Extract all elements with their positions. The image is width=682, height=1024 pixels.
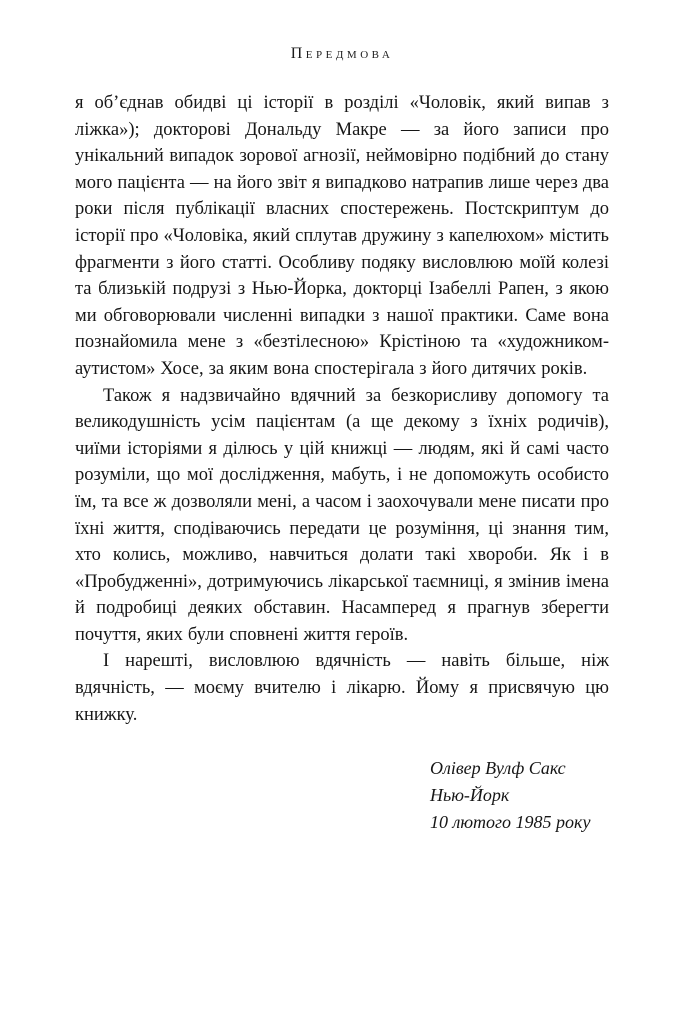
page-body [75, 90, 609, 728]
signature-block [430, 755, 609, 836]
signature-date: 10 лютого 1985 року [430, 812, 591, 833]
signature-author: Олівер Вулф Сакс [430, 758, 566, 779]
paragraph: Також я надзвичайно вдячний за безкорисливу допомогу та великодушність усім пацієнтам (а ще декому з їхніх родичів), чиїми історіями я ділюсь у цій книжці — людям, які й самі часто розуміли, що мої дослідження, мабуть, і не допоможуть особисто їм, та все ж дозволяли мені, а часом і заохочували мене писати про їхні життя, сподіваючись передати це розуміння, ці знання тим, хто колись, можливо, навчиться долати такі хвороби. Як і в «Пробудженні», дотримуючись лікарської таємниці, я змінив імена й подробиці деяких обставин. Насамперед я прагнув зберегти почуття, яких були сповнені життя героїв. [75, 385, 609, 645]
paragraph: І нарешті, висловлюю вдячність — навіть більше, ніж вдячність, — моєму вчителю і лікарю. Йому я присвячую цю книжку. [75, 651, 609, 725]
signature-place: Нью-Йорк [430, 785, 510, 806]
running-head: Передмова [290, 45, 394, 62]
paragraph: я об’єднав обидві ці історії в розділі «Чоловік, який випав з ліжка»); докторові Дональду Макре — за його записи про унікальний випадок зорової агнозії, неймовірно подібний до стану мого пацієнта — на його звіт я випадково натрапив лише через два роки після публікації власних спостережень. Постскриптум до історії про «Чоловіка, який сплутав дружину з капелюхом» містить фрагменти з його статті. Особливу подяку висловлюю моїй колезі та близькій подрузі з Нью-Йорка, докторці Ізабеллі Рапен, з якою ми обговорювали численні випадки з нашої практики. Саме вона познайомила мене з «безтілесною» Крістіною та «художником-аутистом» Хосе, за яким вона спостерігала з його дитячих років. [75, 93, 609, 379]
